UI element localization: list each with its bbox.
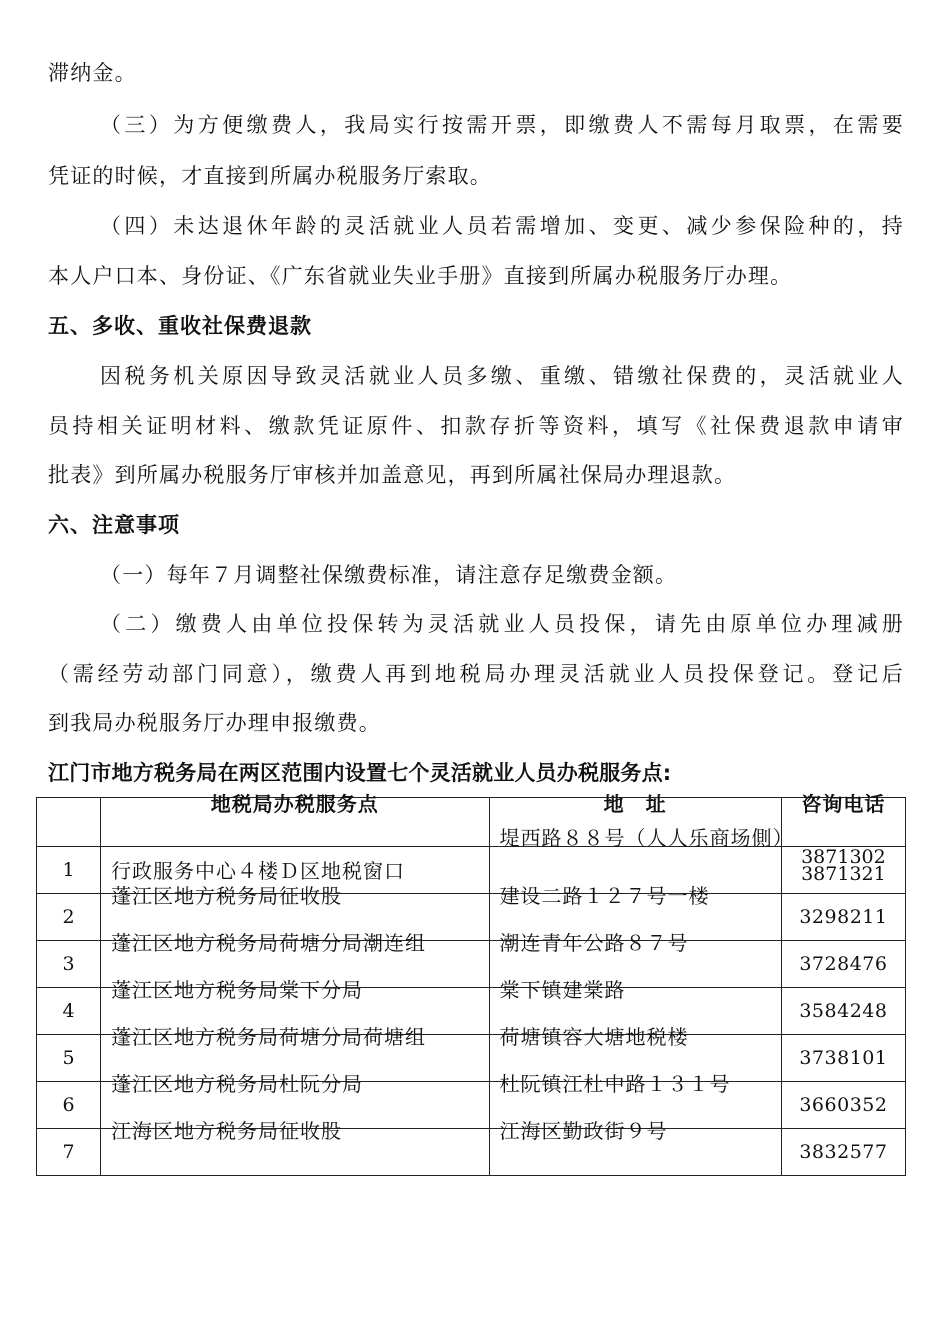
table-row (37, 1129, 906, 1176)
service-point-address: 荷塘镇容大塘地税楼 (489, 1035, 781, 1082)
service-point-address: 潮连青年公路８７号 (489, 941, 781, 988)
header-no (37, 798, 101, 847)
service-point-name: 行政服务中心４楼Ｄ区地税窗口 (101, 847, 489, 894)
section-heading: 五、多收、重收社保费退款 (48, 314, 312, 338)
service-point-name: 蓬江区地方税务局棠下分局 (101, 988, 489, 1035)
service-point-phone: 3871302 3871321 (781, 847, 905, 894)
service-point-phone: 3584248 (781, 988, 905, 1035)
paragraph-line: 因税务机关原因导致灵活就业人员多缴、重缴、错缴社保费的，灵活就业人 (100, 364, 904, 388)
header-address: 地 址 (489, 798, 781, 847)
paragraph-line: （一）每年７月调整社保缴费标准，请注意存足缴费金额。 (100, 563, 678, 587)
service-point-name: 蓬江区地方税务局荷塘分局潮连组 (101, 941, 489, 988)
row-number: 3 (37, 941, 101, 988)
row-number: 5 (37, 1035, 101, 1082)
paragraph-line: （需经劳动部门同意），缴费人再到地税局办理灵活就业人员投保登记。登记后 (48, 662, 904, 686)
service-point-phone: 3728476 (781, 941, 905, 988)
service-point-name: 蓬江区地方税务局荷塘分局荷塘组 (101, 1035, 489, 1082)
service-point-name: 蓬江区地方税务局征收股 (101, 894, 489, 941)
paragraph-line: （三）为方便缴费人，我局实行按需开票，即缴费人不需每月取票，在需要 (100, 113, 904, 137)
service-point-phone: 3660352 (781, 1082, 905, 1129)
paragraph-line: 本人户口本、身份证、《广东省就业失业手册》直接到所属办税服务厅办理。 (48, 264, 793, 288)
header-phone: 咨询电话 (781, 798, 905, 847)
table-title: 江门市地方税务局在两区范围内设置七个灵活就业人员办税服务点: (48, 761, 672, 785)
service-point-phone: 3298211 (781, 894, 905, 941)
row-number: 4 (37, 988, 101, 1035)
paragraph-line: （四）未达退休年龄的灵活就业人员若需增加、变更、减少参保险种的，持 (100, 214, 904, 238)
paragraph-line: 批表》到所属办税服务厅审核并加盖意见，再到所属社保局办理退款。 (48, 463, 737, 487)
paragraph-line: 凭证的时候，才直接到所属办税服务厅索取。 (48, 164, 492, 188)
service-points-table (36, 792, 906, 1176)
paragraph-line: 滞纳金。 (48, 61, 137, 85)
row-number: 6 (37, 1082, 101, 1129)
paragraph-line: （二）缴费人由单位投保转为灵活就业人员投保，请先由原单位办理减册 (100, 612, 904, 636)
row-number: 2 (37, 894, 101, 941)
row-number: 1 (37, 847, 101, 894)
section-heading: 六、注意事项 (48, 513, 180, 537)
paragraph-line: 到我局办税服务厅办理申报缴费。 (48, 711, 381, 735)
service-point-name: 蓬江区地方税务局杜阮分局 (101, 1082, 489, 1129)
service-point-name: 江海区地方税务局征收股 (101, 1129, 489, 1176)
service-point-phone: 3738101 (781, 1035, 905, 1082)
service-point-address: 建设二路１２７号一楼 (489, 894, 781, 941)
service-point-address: 江海区勤政街９号 (489, 1129, 781, 1176)
service-point-address: 堤西路８８号（人人乐商场側） (489, 847, 781, 894)
service-point-address: 杜阮镇江杜中路１３１号 (489, 1082, 781, 1129)
paragraph-line: 员持相关证明材料、缴款凭证原件、扣款存折等资料，填写《社保费退款申请审 (48, 414, 904, 438)
service-point-address: 棠下镇建棠路 (489, 988, 781, 1035)
row-number: 7 (37, 1129, 101, 1176)
header-name: 地税局办税服务点 (101, 798, 489, 847)
service-point-phone: 3832577 (781, 1129, 905, 1176)
